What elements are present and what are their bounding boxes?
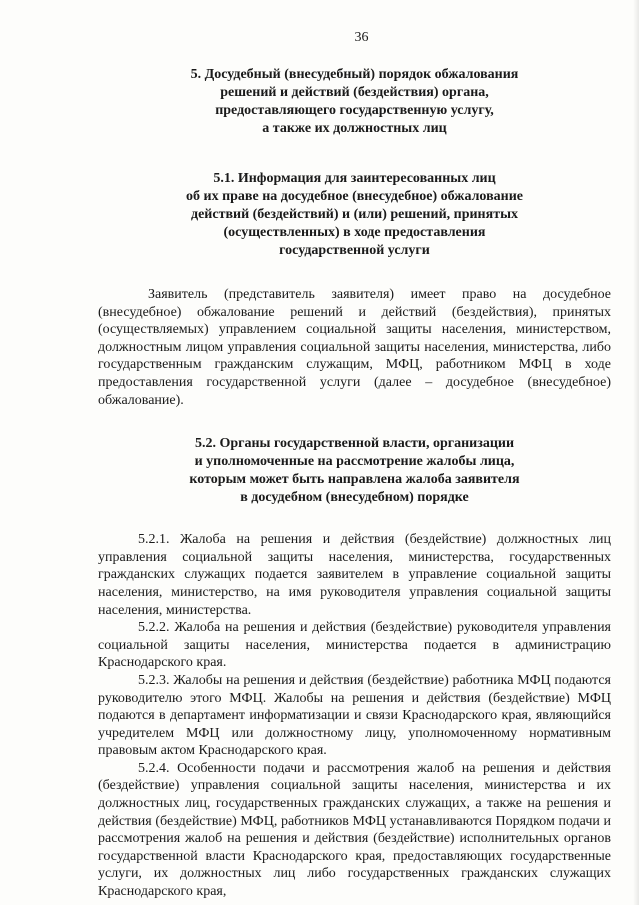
heading-line: которым может быть направлена жалоба заявителя (189, 472, 520, 488)
paragraph-5-2-1: 5.2.1. Жалоба на решения и действия (бездействие) должностных лиц управления социальной защиты населения, министерства, государственных гражданских служащих подается заявителем в управление социальной защиты населения, министерство, на имя руководителя управления социальной защиты населения, министерства. (98, 532, 611, 618)
section-5-2-title (98, 435, 611, 507)
heading-line: предоставляющего государственную услугу, (215, 103, 494, 118)
section-5-1-title (98, 170, 611, 260)
section-5-1-paragraph: Заявитель (представитель заявителя) имеет право на досудебное (внесудебное) обжалование решений и действий (бездействия), принятых (осуществляемых) управлением социальной защиты населения, министерством, должностным лицом управления социальной защиты населения, министерства, либо государственным гражданским служащим, МФЦ, работником МФЦ в ходе предоставления государственной услуги (далее – досудебное (внесудебное) обжалование). (98, 287, 611, 408)
paragraph-5-2-3: 5.2.3. Жалобы на решения и действия (бездействие) работника МФЦ подаются руководителю этого МФЦ. Жалобы на решения и действия (бездействие) МФЦ подаются в департамент информатизации и связи Краснодарского края, являющийся учредителем МФЦ или должностному лицу, уполномоченному нормативным правовым актом Краснодарского края. (98, 672, 611, 759)
paragraph-5-2-2: 5.2.2. Жалоба на решения и действия (бездействие) руководителя управления социальной защиты населения, министерства подается в администрацию Краснодарского края. (98, 620, 611, 671)
heading-line: а также их должностных лиц (262, 121, 447, 136)
heading-line: 5. Досудебный (внесудебный) порядок обжалования (190, 67, 519, 82)
scan-edge-shadow (633, 0, 639, 905)
paragraph-5-2-4: 5.2.4. Особенности подачи и рассмотрения жалоб на решения и действия (бездействие) управления социальной защиты населения, министерства и их должностных лиц, государственных гражданских служащих, а также на решения и действия (бездействие) МФЦ, работников МФЦ устанавливаются Порядком подачи и рассмотрения жалоб на решения и действия (бездействие) исполнительных органов государственной власти Краснодарского края, предоставляющих государственные услуги, их должностных лиц либо государственных гражданских служащих Краснодарского края, (98, 760, 611, 900)
heading-line: об их праве на досудебное (внесудебное) обжалование (186, 189, 523, 204)
heading-line: 5.2. Органы государственной власти, организации (194, 436, 515, 452)
page-number: 36 (354, 30, 369, 45)
section-5-title (98, 66, 611, 138)
heading-line: в досудебном (внесудебном) порядке (240, 490, 469, 506)
heading-line: действий (бездействий) и (или) решений, принятых (191, 207, 518, 222)
heading-line: 5.1. Информация для заинтересованных лиц (213, 171, 496, 186)
heading-line: решений и действий (бездействия) органа, (220, 85, 489, 100)
heading-line: и уполномоченные на рассмотрение жалобы лица, (194, 454, 515, 470)
heading-line: государственной услуги (279, 243, 430, 258)
heading-line: (осуществленных) в ходе предоставления (223, 225, 486, 240)
